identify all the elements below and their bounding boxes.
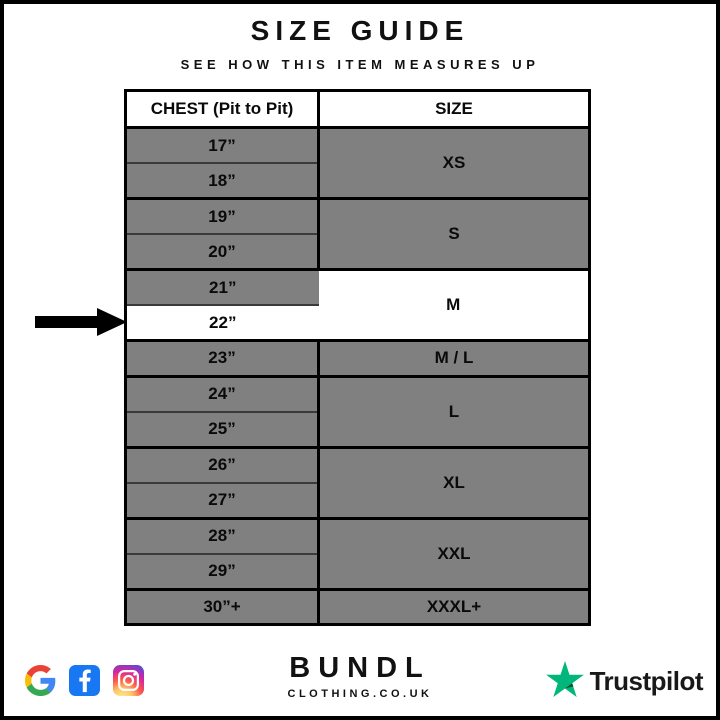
- size-cell: XXXL+: [319, 589, 590, 625]
- size-table: [124, 89, 591, 626]
- page-title: SIZE GUIDE: [250, 15, 470, 46]
- chest-cell: 25”: [126, 412, 319, 448]
- table-row: [126, 518, 590, 554]
- size-column-header: SIZE: [319, 91, 590, 128]
- size-cell: XXL: [319, 518, 590, 589]
- trustpilot-logo: [546, 661, 703, 702]
- chest-cell: 17”: [126, 128, 319, 164]
- table-row: [126, 376, 590, 412]
- table-row: [126, 270, 590, 306]
- chest-cell: 24”: [126, 376, 319, 412]
- chest-cell: 30”+: [126, 589, 319, 625]
- chest-cell: 27”: [126, 483, 319, 519]
- chest-cell: 26”: [126, 447, 319, 483]
- brand-name: BUNDL: [289, 652, 431, 684]
- size-cell-highlighted: M: [319, 270, 590, 341]
- row-pointer-arrow-icon: [35, 307, 127, 342]
- trustpilot-wordmark: Trustpilot: [589, 666, 703, 696]
- chest-cell: 18”: [126, 163, 319, 199]
- chest-cell-highlighted: 22”: [126, 305, 319, 341]
- chest-cell: 29”: [126, 554, 319, 590]
- chest-column-header: CHEST (Pit to Pit): [126, 91, 319, 128]
- size-cell: M / L: [319, 341, 590, 377]
- table-row: [126, 447, 590, 483]
- page-subtitle: SEE HOW THIS ITEM MEASURES UP: [180, 57, 540, 72]
- size-cell: XS: [319, 128, 590, 199]
- chest-cell: 23”: [126, 341, 319, 377]
- size-cell: L: [319, 376, 590, 447]
- brand-tagline: CLOTHING.CO.UK: [287, 688, 433, 700]
- table-row: [126, 589, 590, 625]
- table-row: [126, 128, 590, 164]
- table-row: [126, 199, 590, 235]
- table-header-row: [126, 91, 590, 128]
- size-cell: XL: [319, 447, 590, 518]
- table-row: [126, 341, 590, 377]
- chest-cell: 28”: [126, 518, 319, 554]
- chest-cell: 19”: [126, 199, 319, 235]
- trustpilot-star-icon: [546, 661, 584, 702]
- chest-cell: 21”: [126, 270, 319, 306]
- size-cell: S: [319, 199, 590, 270]
- chest-cell: 20”: [126, 234, 319, 270]
